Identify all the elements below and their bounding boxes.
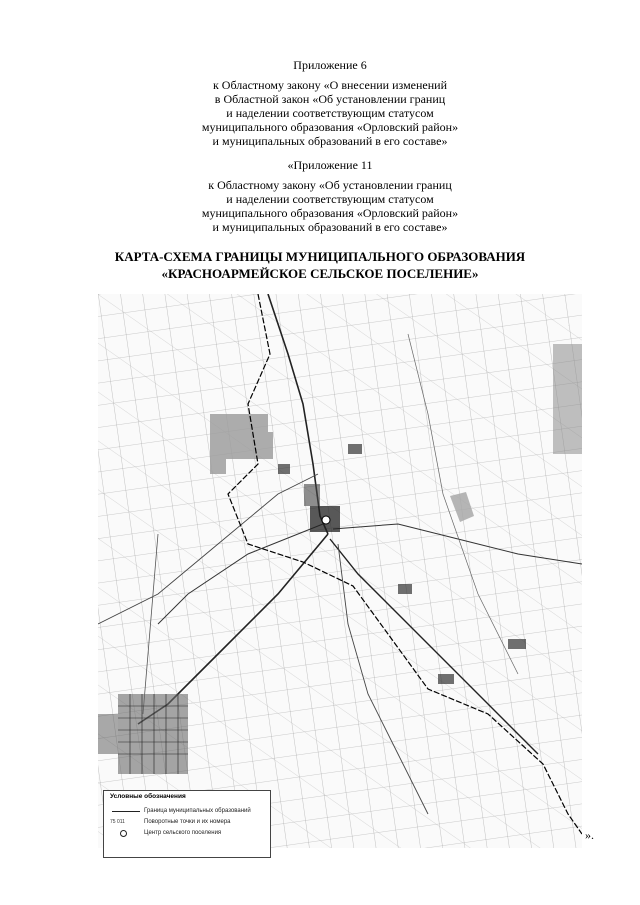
appendix-6-line: и муниципальных образований в его составе» [212, 134, 448, 148]
map-title-line-2: «КРАСНОАРМЕЙСКОЕ СЕЛЬСКОЕ ПОСЕЛЕНИЕ» [161, 266, 479, 281]
village [398, 584, 412, 594]
village [278, 464, 290, 474]
appendix-6-block [120, 58, 540, 148]
legend-label: Поворотные точки и их номера [144, 818, 231, 825]
appendix-11-block [120, 158, 540, 234]
map-title [0, 248, 640, 282]
appendix-6-line: в Областной закон «Об установлении границ [214, 92, 446, 106]
appendix-6-line: муниципального образования «Орловский район» [201, 120, 459, 134]
appendix-11-line: к Областному закону «Об установлении границ [208, 178, 452, 192]
village [438, 674, 454, 684]
appendix-11-line: и муниципальных образований в его составе» [212, 220, 448, 234]
boundary-line-symbol [110, 807, 144, 815]
appendix-6-line: и наделении соответствующим статусом [226, 106, 434, 120]
legend-label: Центр сельского поселения [144, 829, 222, 836]
center-dot-icon [110, 829, 144, 837]
village [348, 444, 362, 454]
appendix-6-title: Приложение 6 [293, 58, 367, 72]
appendix-11-line: муниципального образования «Орловский район» [201, 206, 459, 220]
legend-item-center [104, 827, 270, 838]
map-legend [103, 790, 271, 858]
legend-item-boundary [104, 805, 270, 816]
map-graphic [98, 294, 582, 848]
village [508, 639, 526, 649]
legend-item-points [104, 816, 270, 827]
map-title-line-1: КАРТА-СХЕМА ГРАНИЦЫ МУНИЦИПАЛЬНОГО ОБРАЗОВАНИЯ [114, 249, 526, 264]
point-number-symbol: 75 011 [110, 818, 125, 825]
appendix-6-line: к Областному закону «О внесении изменений [212, 78, 448, 92]
boundary-map [98, 294, 582, 848]
hatched-area [553, 344, 582, 454]
appendix-11-line: и наделении соответствующим статусом [226, 192, 434, 206]
legend-label: Граница муниципальных образований [144, 807, 251, 814]
closing-mark: ». [585, 828, 594, 842]
appendix-11-title: «Приложение 11 [287, 158, 373, 172]
legend-title: Условные обозначения [110, 793, 186, 800]
